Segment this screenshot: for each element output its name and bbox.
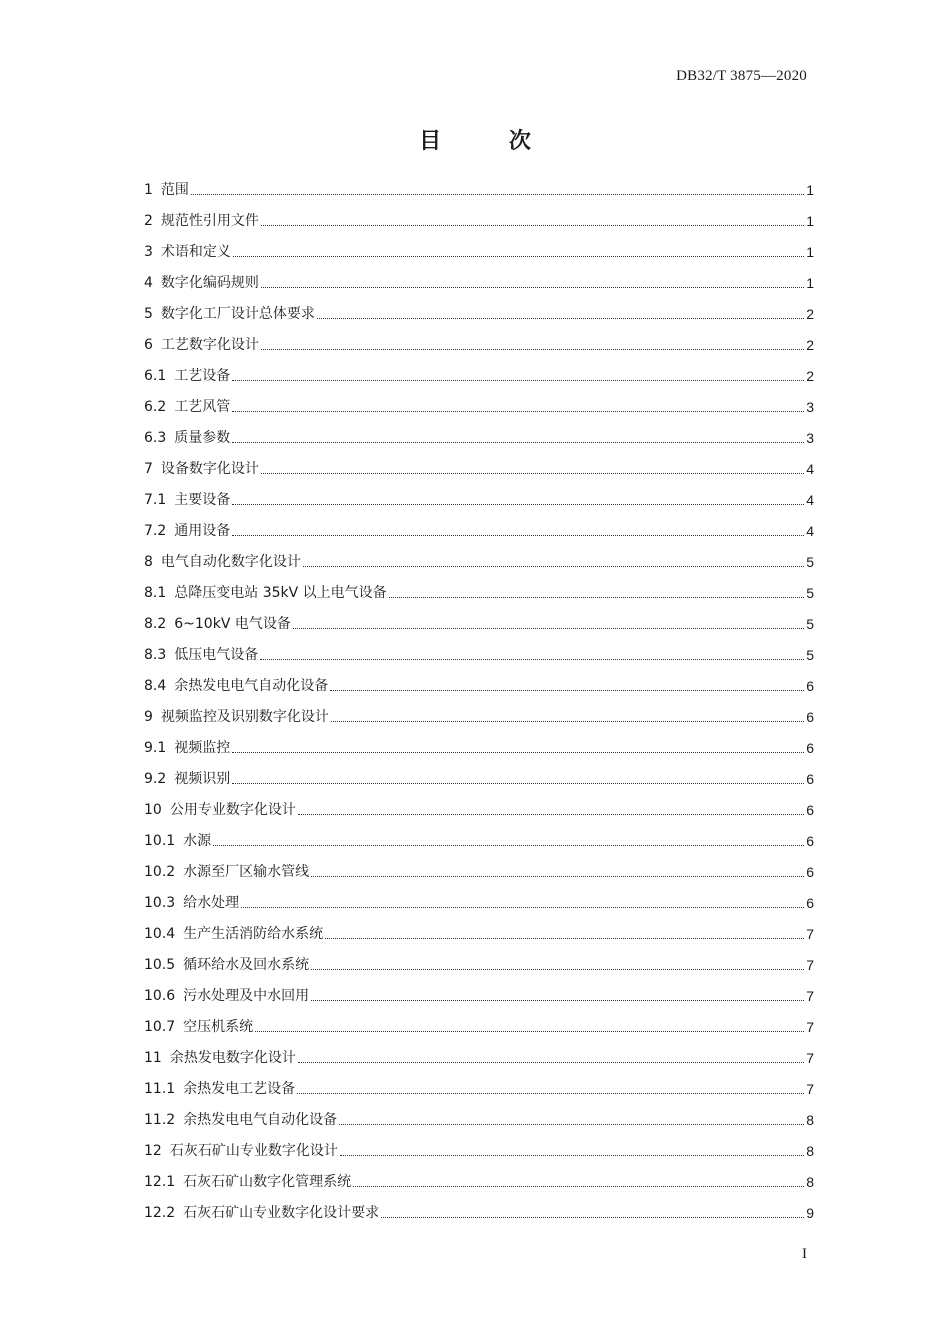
toc-entry-page: 3 (806, 399, 814, 415)
toc-entry[interactable] (144, 974, 814, 1005)
toc-dot-leader (381, 1217, 804, 1218)
toc-dot-leader (232, 504, 804, 505)
toc-entry-text: 石灰石矿山专业数字化设计要求 (183, 1205, 380, 1221)
toc-entry-number: 7 (144, 461, 153, 477)
toc-entry-number: 8.3 (144, 647, 167, 663)
toc-entry-label (144, 491, 230, 509)
toc-entry-page: 6 (806, 833, 814, 849)
toc-entry-text: 石灰石矿山数字化管理系统 (183, 1174, 352, 1190)
toc-entry-number: 10 (144, 802, 162, 818)
toc-entry-page: 7 (806, 1019, 814, 1035)
toc-entry-number: 11.1 (144, 1081, 176, 1097)
toc-entry-label (144, 553, 301, 571)
toc-entry-page: 8 (806, 1174, 814, 1190)
toc-entry[interactable] (144, 199, 814, 230)
toc-entry-text: 公用专业数字化设计 (169, 802, 296, 818)
toc-entry-text: 电气自动化数字化设计 (160, 554, 301, 570)
toc-entry-number: 7.2 (144, 523, 167, 539)
toc-entry[interactable] (144, 726, 814, 757)
toc-entry-label (144, 956, 309, 974)
toc-entry-label (144, 367, 230, 385)
toc-entry-label (144, 801, 296, 819)
toc-dot-leader (213, 845, 804, 846)
toc-entry[interactable] (144, 664, 814, 695)
toc-entry-label (144, 398, 230, 416)
toc-entry[interactable] (144, 478, 814, 509)
table-of-contents (144, 168, 814, 1222)
toc-entry-text: 工艺风管 (174, 399, 231, 415)
toc-entry-label (144, 677, 328, 695)
toc-dot-leader (260, 659, 804, 660)
toc-entry-text: 规范性引用文件 (160, 213, 259, 229)
toc-entry-number: 9.2 (144, 771, 167, 787)
toc-entry-label (144, 212, 259, 230)
toc-entry-label (144, 1173, 351, 1191)
toc-dot-leader (232, 783, 804, 784)
toc-dot-leader (241, 907, 804, 908)
toc-entry-label (144, 1204, 379, 1222)
toc-entry-number: 6.1 (144, 368, 167, 384)
toc-entry-text: 数字化工厂设计总体要求 (160, 306, 315, 322)
toc-entry-text: 视频识别 (174, 771, 231, 787)
toc-entry-number: 9 (144, 709, 153, 725)
toc-dot-leader (261, 225, 804, 226)
toc-entry-text: 循环给水及回水系统 (183, 957, 310, 973)
toc-entry[interactable] (144, 1005, 814, 1036)
toc-dot-leader (261, 349, 804, 350)
toc-entry-page: 4 (806, 461, 814, 477)
toc-entry-text: 给水处理 (183, 895, 240, 911)
toc-dot-leader (261, 473, 804, 474)
toc-entry-page: 3 (806, 430, 814, 446)
toc-entry-label (144, 1018, 253, 1036)
toc-entry-label (144, 1080, 295, 1098)
toc-entry-label (144, 894, 239, 912)
toc-entry[interactable] (144, 633, 814, 664)
toc-entry[interactable] (144, 788, 814, 819)
toc-dot-leader (233, 256, 804, 257)
toc-entry-number: 7.1 (144, 492, 167, 508)
toc-entry-page: 7 (806, 926, 814, 942)
toc-entry[interactable] (144, 323, 814, 354)
toc-entry-text: 6~10kV 电气设备 (174, 616, 291, 632)
toc-entry-page: 4 (806, 523, 814, 539)
toc-dot-leader (191, 194, 804, 195)
toc-entry-page: 6 (806, 864, 814, 880)
toc-entry-text: 低压电气设备 (174, 647, 259, 663)
toc-entry[interactable] (144, 1191, 814, 1222)
toc-entry-page: 5 (806, 616, 814, 632)
toc-entry-page: 2 (806, 337, 814, 353)
toc-entry[interactable] (144, 695, 814, 726)
toc-dot-leader (293, 628, 804, 629)
toc-entry-text: 石灰石矿山专业数字化设计 (169, 1143, 338, 1159)
toc-entry-text: 水源 (183, 833, 212, 849)
toc-entry-page: 1 (806, 182, 814, 198)
toc-entry-label (144, 739, 230, 757)
toc-entry-text: 总降压变电站 35kV 以上电气设备 (174, 585, 387, 601)
toc-entry-label (144, 925, 323, 943)
toc-entry-text: 余热发电电气自动化设备 (174, 678, 329, 694)
toc-dot-leader (330, 690, 804, 691)
toc-entry-label (144, 863, 309, 881)
toc-entry[interactable] (144, 168, 814, 199)
toc-entry-label (144, 181, 189, 199)
toc-dot-leader (232, 752, 804, 753)
toc-entry-number: 10.2 (144, 864, 176, 880)
toc-entry-number: 9.1 (144, 740, 167, 756)
toc-entry-text: 空压机系统 (183, 1019, 254, 1035)
toc-entry-text: 质量参数 (174, 430, 231, 446)
toc-entry-page: 5 (806, 647, 814, 663)
toc-entry-number: 10.4 (144, 926, 176, 942)
toc-entry-page: 7 (806, 988, 814, 1004)
toc-entry-label (144, 305, 315, 323)
toc-entry-label (144, 243, 231, 261)
toc-entry-page: 8 (806, 1143, 814, 1159)
toc-entry-text: 余热发电工艺设备 (183, 1081, 296, 1097)
toc-entry-number: 8.2 (144, 616, 167, 632)
toc-entry-page: 8 (806, 1112, 814, 1128)
toc-entry[interactable] (144, 292, 814, 323)
toc-entry-number: 12 (144, 1143, 162, 1159)
toc-entry-label (144, 708, 329, 726)
toc-dot-leader (311, 1000, 804, 1001)
toc-entry-number: 6 (144, 337, 153, 353)
toc-entry-number: 12.1 (144, 1174, 176, 1190)
toc-entry-label (144, 522, 230, 540)
toc-entry-label (144, 832, 211, 850)
toc-entry-number: 3 (144, 244, 153, 260)
toc-entry[interactable] (144, 912, 814, 943)
toc-entry[interactable] (144, 1036, 814, 1067)
toc-entry-text: 水源至厂区输水管线 (183, 864, 310, 880)
toc-dot-leader (353, 1186, 804, 1187)
toc-entry-label (144, 584, 387, 602)
toc-entry-text: 余热发电数字化设计 (169, 1050, 296, 1066)
toc-entry-number: 4 (144, 275, 153, 291)
toc-entry-number: 10.3 (144, 895, 176, 911)
toc-entry[interactable] (144, 943, 814, 974)
toc-dot-leader (325, 938, 804, 939)
toc-entry-label (144, 429, 230, 447)
toc-entry-text: 主要设备 (174, 492, 231, 508)
toc-entry-label (144, 1049, 296, 1067)
toc-entry-number: 10.6 (144, 988, 176, 1004)
toc-entry-number: 6.3 (144, 430, 167, 446)
toc-dot-leader (331, 721, 804, 722)
toc-entry-label (144, 770, 230, 788)
toc-dot-leader (389, 597, 805, 598)
toc-dot-leader (311, 969, 804, 970)
toc-entry[interactable] (144, 540, 814, 571)
toc-entry-label (144, 1142, 338, 1160)
toc-entry-text: 视频监控及识别数字化设计 (160, 709, 329, 725)
toc-entry[interactable] (144, 881, 814, 912)
toc-dot-leader (340, 1155, 804, 1156)
toc-dot-leader (339, 1124, 804, 1125)
toc-dot-leader (261, 287, 804, 288)
toc-entry-label (144, 460, 259, 478)
toc-entry-page: 6 (806, 740, 814, 756)
toc-entry-page: 4 (806, 492, 814, 508)
toc-entry-number: 11.2 (144, 1112, 176, 1128)
toc-entry-page: 6 (806, 771, 814, 787)
toc-dot-leader (303, 566, 804, 567)
toc-entry-text: 视频监控 (174, 740, 231, 756)
toc-entry[interactable] (144, 757, 814, 788)
toc-entry-page: 2 (806, 368, 814, 384)
toc-entry[interactable] (144, 1098, 814, 1129)
toc-entry-page: 6 (806, 709, 814, 725)
toc-dot-leader (255, 1031, 804, 1032)
toc-entry-label (144, 1111, 337, 1129)
toc-dot-leader (232, 380, 804, 381)
toc-entry-text: 范围 (160, 182, 189, 198)
toc-dot-leader (297, 1093, 804, 1094)
toc-dot-leader (232, 442, 804, 443)
toc-entry-number: 10.5 (144, 957, 176, 973)
toc-entry-number: 10.7 (144, 1019, 176, 1035)
toc-entry-number: 8.1 (144, 585, 167, 601)
toc-entry[interactable] (144, 1129, 814, 1160)
toc-entry-text: 污水处理及中水回用 (183, 988, 310, 1004)
toc-entry-page: 1 (806, 244, 814, 260)
toc-entry[interactable] (144, 230, 814, 261)
toc-entry-text: 设备数字化设计 (160, 461, 259, 477)
toc-entry-number: 12.2 (144, 1205, 176, 1221)
toc-entry[interactable] (144, 1160, 814, 1191)
toc-entry-page: 7 (806, 957, 814, 973)
toc-entry[interactable] (144, 602, 814, 633)
toc-entry-page: 9 (806, 1205, 814, 1221)
toc-entry-number: 2 (144, 213, 153, 229)
toc-entry-number: 6.2 (144, 399, 167, 415)
toc-entry-text: 工艺设备 (174, 368, 231, 384)
document-code: DB32/T 3875—2020 (676, 68, 807, 84)
toc-entry[interactable] (144, 261, 814, 292)
toc-entry[interactable] (144, 571, 814, 602)
toc-entry-label (144, 987, 309, 1005)
toc-entry-page: 6 (806, 678, 814, 694)
toc-dot-leader (311, 876, 804, 877)
toc-dot-leader (298, 1062, 804, 1063)
toc-entry-label (144, 336, 259, 354)
toc-dot-leader (232, 535, 804, 536)
toc-entry-number: 8.4 (144, 678, 167, 694)
toc-entry-page: 5 (806, 585, 814, 601)
toc-entry-label (144, 274, 259, 292)
page-number: I (802, 1246, 807, 1262)
toc-entry-page: 5 (806, 554, 814, 570)
toc-dot-leader (298, 814, 804, 815)
toc-entry-text: 生产生活消防给水系统 (183, 926, 324, 942)
toc-dot-leader (232, 411, 804, 412)
toc-entry[interactable] (144, 354, 814, 385)
toc-entry-page: 1 (806, 275, 814, 291)
toc-title: 目 次 (419, 129, 561, 154)
toc-entry-number: 11 (144, 1050, 162, 1066)
toc-entry[interactable] (144, 416, 814, 447)
toc-entry-page: 2 (806, 306, 814, 322)
toc-entry-number: 1 (144, 182, 153, 198)
toc-entry[interactable] (144, 385, 814, 416)
toc-entry-page: 7 (806, 1050, 814, 1066)
toc-dot-leader (317, 318, 804, 319)
toc-entry[interactable] (144, 509, 814, 540)
toc-entry-page: 7 (806, 1081, 814, 1097)
toc-entry-page: 1 (806, 213, 814, 229)
toc-entry-text: 工艺数字化设计 (160, 337, 259, 353)
toc-entry-number: 5 (144, 306, 153, 322)
toc-entry-number: 8 (144, 554, 153, 570)
toc-entry-label (144, 615, 291, 633)
toc-entry-page: 6 (806, 802, 814, 818)
toc-entry-text: 术语和定义 (160, 244, 231, 260)
toc-entry-label (144, 646, 258, 664)
toc-entry-page: 6 (806, 895, 814, 911)
toc-entry-text: 数字化编码规则 (160, 275, 259, 291)
toc-entry[interactable] (144, 819, 814, 850)
toc-entry-text: 通用设备 (174, 523, 231, 539)
toc-entry[interactable] (144, 1067, 814, 1098)
toc-entry[interactable] (144, 850, 814, 881)
toc-entry[interactable] (144, 447, 814, 478)
toc-entry-number: 10.1 (144, 833, 176, 849)
toc-entry-text: 余热发电电气自动化设备 (183, 1112, 338, 1128)
